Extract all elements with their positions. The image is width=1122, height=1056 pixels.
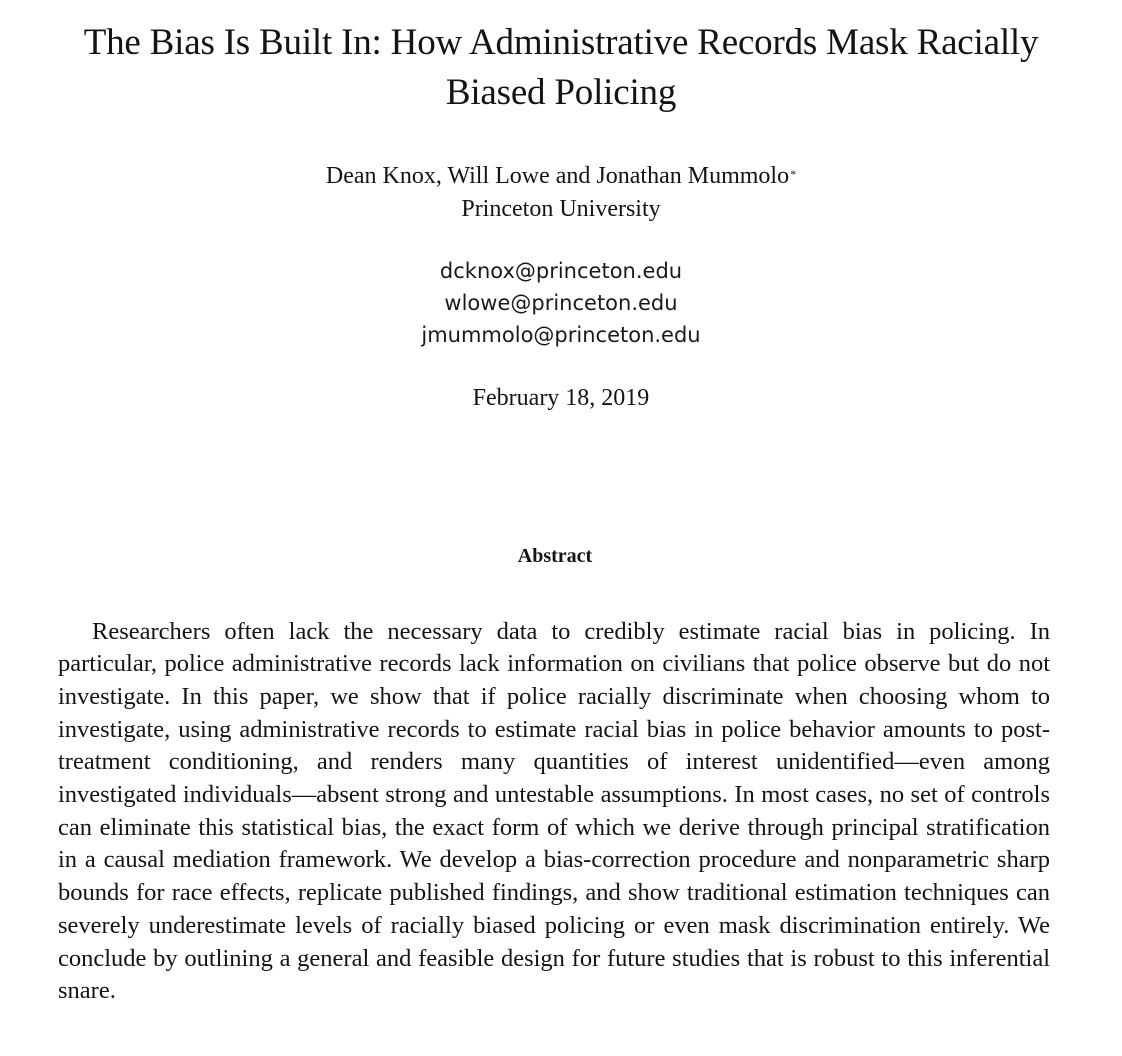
abstract-heading: Abstract	[517, 545, 593, 567]
paper-title	[0, 18, 1122, 118]
publication-date: February 18, 2019	[472, 385, 650, 411]
paper-title-line-1: The Bias Is Built In: How Administrative Records Mask Racially	[83, 22, 1039, 63]
abstract-text: Researchers often lack the necessary data to credibly estimate racial bias in policing. In particular, police administrative records lack information on civilians that police observe but do not investigate. In this paper, we show that if police racially discriminate when choosing whom to investigate, using administrative records to estimate racial bias in police behavior amounts to post-treatment conditioning, and renders many quantities of interest unidentified—even among investigated individuals—absent strong and untestable assumptions. In most cases, no set of controls can eliminate this statistical bias, the exact form of which we derive through principal stratification in a causal mediation framework. We develop a bias-correction procedure and nonparametric sharp bounds for race effects, replicate published findings, and show traditional estimation techniques can severely underestimate levels of racially biased policing or even mask discrimination entirely. We conclude by outlining a general and feasible design for future studies that is robust to this inferential snare.	[58, 617, 1050, 1005]
email-address: wlowe@princeton.edu	[444, 291, 678, 315]
author-names: Dean Knox, Will Lowe and Jonathan Mummolo	[325, 163, 790, 189]
email-address: jmummolo@princeton.edu	[421, 323, 701, 347]
email-address: dcknox@princeton.edu	[439, 259, 683, 283]
author-footnote-mark: *	[790, 167, 797, 181]
author-block	[0, 160, 1122, 226]
email-list	[0, 255, 1122, 351]
paper-title-line-2: Biased Policing	[445, 72, 677, 113]
affiliation: Princeton University	[461, 196, 661, 222]
author-names-line	[0, 160, 1122, 193]
